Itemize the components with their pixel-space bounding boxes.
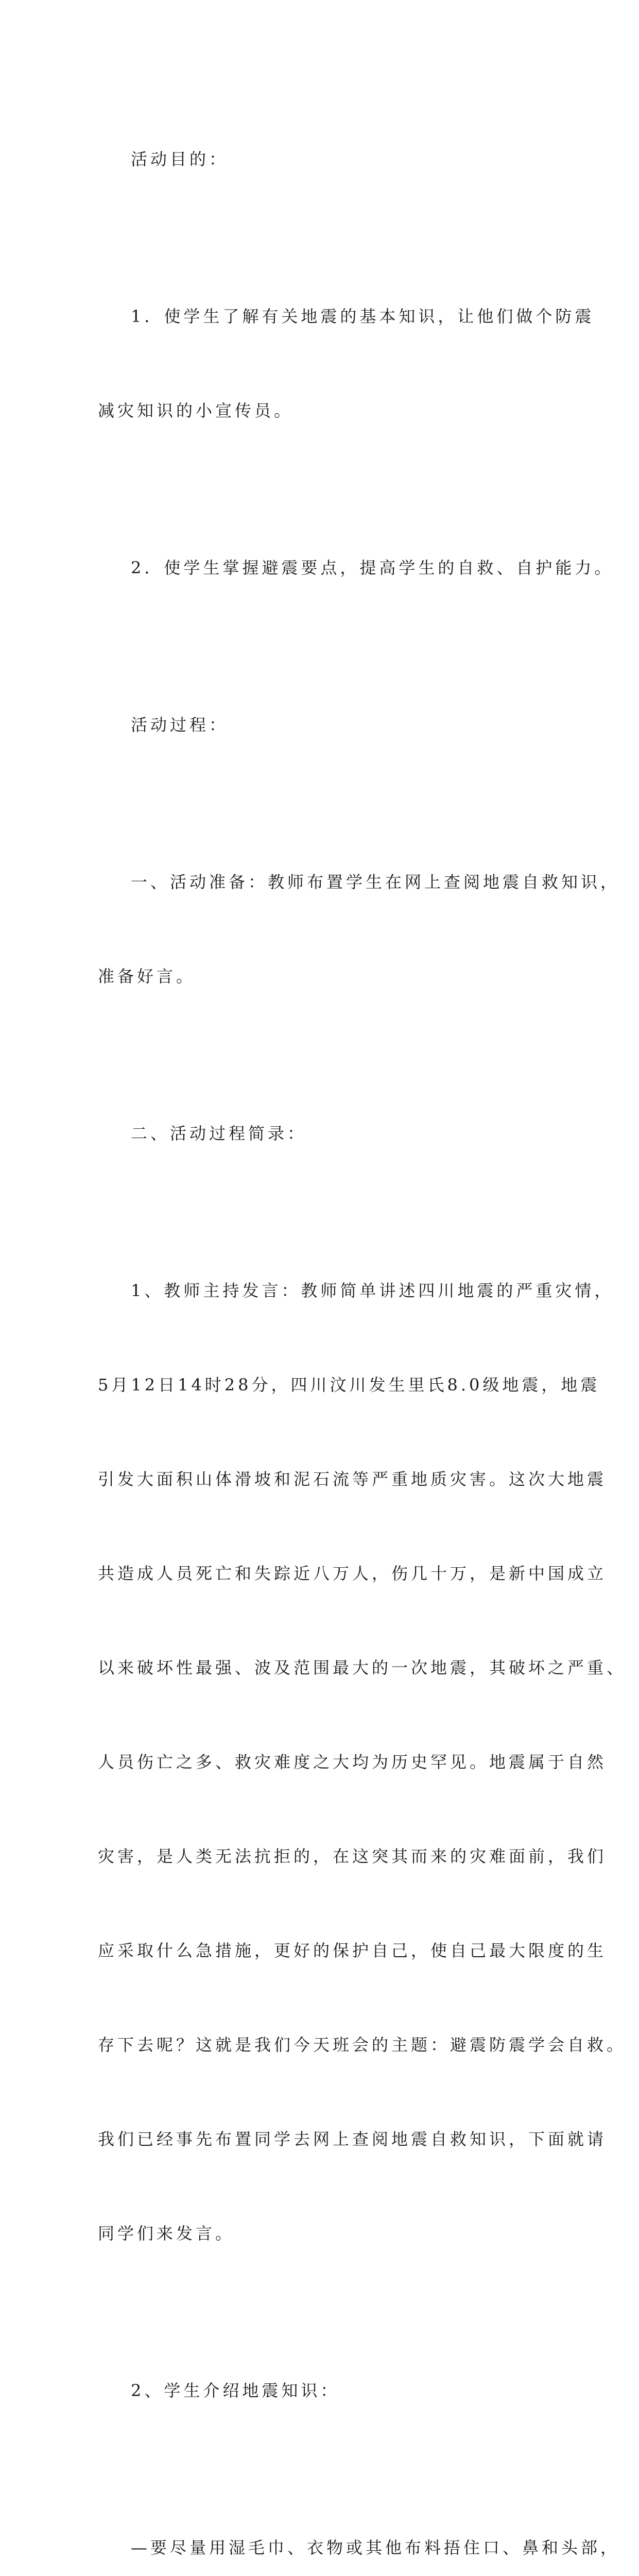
paragraph-goal-2 xyxy=(98,489,614,647)
text-line: 共造成人员死亡和失踪近八万人，伤几十万，是新中国成立 xyxy=(98,1564,607,1583)
paragraph-teacher-speech xyxy=(98,1212,627,2312)
text-line: 1．使学生了解有关地震的基本知识，让他们做个防震 xyxy=(131,307,595,326)
text-line: 2、学生介绍地震知识： xyxy=(131,2381,340,2400)
paragraph-student-intro-heading xyxy=(98,2312,546,2469)
text-line: 引发大面积山体滑坡和泥石流等严重地质灾害。这次大地震 xyxy=(98,1469,607,1489)
document-body xyxy=(98,81,627,2576)
paragraph-activity-process-heading xyxy=(98,647,546,804)
text-line: 以来破坏性最强、波及范围最大的一次地震，其破坏之严重、 xyxy=(98,1658,627,1677)
paragraph-preparation xyxy=(98,804,620,1055)
text-line: 人员伤亡之多、救灾难度之大均为历史罕见。地震属于自然 xyxy=(98,1752,607,1772)
text-line: 活动目的： xyxy=(131,149,229,169)
paragraph-activity-goal-heading xyxy=(98,81,546,238)
text-line: 存下去呢？这就是我们今天班会的主题：避震防震学会自救。 xyxy=(98,2035,627,2055)
text-line: 一、活动准备：教师布置学生在网上查阅地震自救知识， xyxy=(131,872,620,892)
text-line: 2．使学生掌握避震要点，提高学生的自救、自护能力。 xyxy=(131,558,614,578)
text-line: 灾害，是人类无法抗拒的，在这突其而来的灾难面前，我们 xyxy=(98,1846,607,1866)
text-line: 活动过程： xyxy=(131,715,229,735)
text-line: 我们已经事先布置同学去网上查阅地震自救知识，下面就请 xyxy=(98,2129,607,2149)
paragraph-goal-1 xyxy=(98,238,595,489)
text-line: 二、活动过程简录： xyxy=(131,1124,307,1143)
text-line: 应采取什么急措施，更好的保护自己，使自己最大限度的生 xyxy=(98,1941,607,1960)
text-line: 减灾知识的小宣传员。 xyxy=(98,401,294,420)
text-line: —要尽量用湿毛巾、衣物或其他布料捂住口、鼻和头部， xyxy=(131,2538,620,2557)
text-line: 准备好言。 xyxy=(98,967,196,986)
text-line: 5月12日14时28分，四川汶川发生里氏8.0级地震，地震 xyxy=(98,1375,600,1395)
paragraph-process-summary-heading xyxy=(98,1055,546,1212)
paragraph-tip-cover-face xyxy=(98,2469,620,2576)
text-line: 1、教师主持发言：教师简单讲述四川地震的严重灾情， xyxy=(131,1281,614,1300)
text-line: 同学们来发言。 xyxy=(98,2224,235,2243)
